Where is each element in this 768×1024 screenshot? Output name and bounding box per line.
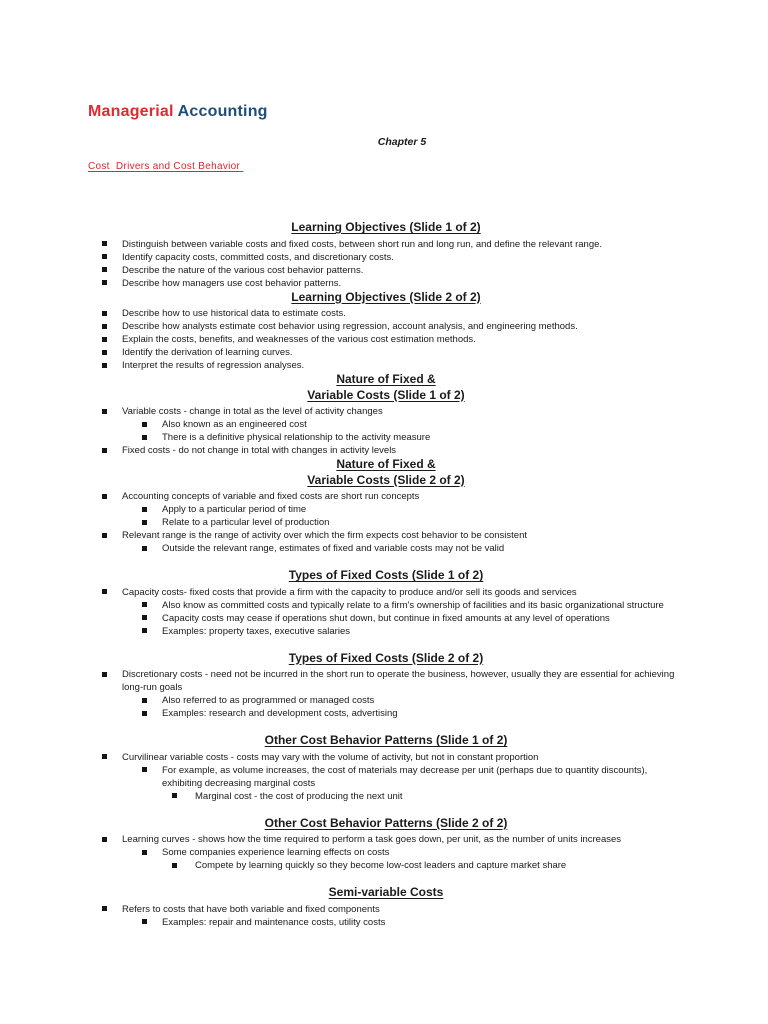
bullet-text: Capacity costs- fixed costs that provide a firm with the capacity to produce and/or sell its goods and services xyxy=(122,586,577,598)
bullet-item xyxy=(88,503,684,516)
bullet-square-icon xyxy=(102,533,107,538)
bullet-square-icon xyxy=(102,906,107,911)
bullet-item xyxy=(88,790,684,803)
bullet-text: There is a definitive physical relationship to the activity measure xyxy=(162,432,431,443)
bullet-item xyxy=(88,707,684,720)
bullet-square-icon xyxy=(142,615,147,620)
bullet-square-icon xyxy=(102,241,107,246)
bullet-square-icon xyxy=(172,863,177,868)
bullet-square-icon xyxy=(172,793,177,798)
bullet-text: Fixed costs - do not change in total with changes in activity levels xyxy=(122,445,397,456)
bullet-text: Examples: research and development costs, advertising xyxy=(162,708,398,719)
bullet-square-icon xyxy=(142,628,147,633)
bullet-text: Examples: repair and maintenance costs, utility costs xyxy=(162,916,386,928)
bullet-square-icon xyxy=(102,589,107,594)
bullet-item xyxy=(88,490,684,503)
bullet-square-icon xyxy=(142,698,147,703)
bullet-text: For example, as volume increases, the cost of materials may decrease per unit (perhaps due to quantity discounts), exhibiting decreasing marginal costs xyxy=(162,764,648,789)
bullet-item xyxy=(88,277,684,290)
bullet-text: Some companies experience learning effects on costs xyxy=(162,847,390,858)
section-heading xyxy=(88,220,684,236)
section-heading-line: Variable Costs (Slide 2 of 2) xyxy=(307,472,465,487)
bullet-item xyxy=(88,346,684,359)
bullet-item xyxy=(88,599,684,612)
slide-section xyxy=(88,816,684,873)
bullet-square-icon xyxy=(102,837,107,842)
bullet-square-icon xyxy=(102,254,107,259)
bullet-item xyxy=(88,586,684,599)
bullet-text: Refers to costs that have both variable and fixed components xyxy=(122,903,380,915)
bullet-text: Identify the derivation of learning curves. xyxy=(122,347,293,358)
bullet-item xyxy=(88,405,684,418)
bullet-item xyxy=(88,307,684,320)
bullet-square-icon xyxy=(102,754,107,759)
bullet-item xyxy=(88,833,684,846)
bullet-square-icon xyxy=(142,711,147,716)
bullet-item xyxy=(88,846,684,859)
section-heading-line: Semi-variable Costs xyxy=(328,885,444,899)
slide-section xyxy=(88,457,684,555)
bullet-item xyxy=(88,418,684,431)
section-heading xyxy=(88,290,684,306)
bullet-item xyxy=(88,333,684,346)
bullet-square-icon xyxy=(142,507,147,512)
bullet-text: Compete by learning quickly so they become low-cost leaders and capture market share xyxy=(195,860,567,871)
bullet-item xyxy=(88,320,684,333)
title-word-accounting: Accounting xyxy=(177,103,268,120)
bullet-square-icon xyxy=(142,602,147,607)
section-heading xyxy=(88,651,684,667)
bullet-text: Describe how managers use cost behavior patterns. xyxy=(122,277,342,289)
bullet-item xyxy=(88,251,684,264)
bullet-item xyxy=(88,625,684,638)
bullet-text: Identify capacity costs, committed costs, and discretionary costs. xyxy=(122,251,394,263)
bullet-square-icon xyxy=(102,494,107,499)
bullet-text: Also know as committed costs and typically relate to a firm's ownership of facilities and its basic organizational structure xyxy=(162,599,664,611)
bullet-item xyxy=(88,612,684,625)
bullet-text: Learning curves - shows how the time required to perform a task goes down, per unit, as the number of units increases xyxy=(122,834,622,845)
section-heading-line: Other Cost Behavior Patterns (Slide 2 of 2) xyxy=(264,815,508,830)
bullet-text: Relate to a particular level of production xyxy=(162,517,330,528)
section-heading xyxy=(88,816,684,832)
chapter-label: Chapter 5 xyxy=(377,136,427,148)
section-heading-line: Nature of Fixed & xyxy=(336,372,436,386)
bullet-item xyxy=(88,431,684,444)
bullet-text: Discretionary costs - need not be incurred in the short run to operate the business, however, usually they are essential for achieving long-run goals xyxy=(122,669,675,693)
slide-section xyxy=(88,885,684,929)
section-heading xyxy=(88,457,684,488)
section-heading xyxy=(88,372,684,403)
bullet-item xyxy=(88,859,684,872)
bullet-text: Describe the nature of the various cost behavior patterns. xyxy=(122,264,364,276)
bullet-text: Accounting concepts of variable and fixed costs are short run concepts xyxy=(122,491,420,502)
bullet-square-icon xyxy=(102,672,107,677)
bullet-text: Marginal cost - the cost of producing the next unit xyxy=(195,790,403,802)
section-heading-line: Types of Fixed Costs (Slide 1 of 2) xyxy=(288,568,484,582)
bullet-square-icon xyxy=(102,324,107,329)
bullet-item xyxy=(88,238,684,251)
slide-section xyxy=(88,290,684,373)
title-word-managerial: Managerial xyxy=(88,103,174,120)
bullet-text: Also known as an engineered cost xyxy=(162,419,307,430)
slide-section xyxy=(88,651,684,721)
slide-section xyxy=(88,220,684,290)
bullet-text: Apply to a particular period of time xyxy=(162,504,307,515)
bullet-text: Capacity costs may cease if operations shut down, but continue in fixed amounts at any level of operations xyxy=(162,612,610,624)
bullet-text: Examples: property taxes, executive salaries xyxy=(162,625,350,637)
bullet-text: Explain the costs, benefits, and weaknesses of the various cost estimation methods. xyxy=(122,334,476,345)
bullet-item xyxy=(88,529,684,542)
bullet-square-icon xyxy=(142,422,147,427)
bullet-square-icon xyxy=(142,850,147,855)
slide-section xyxy=(88,568,684,638)
bullet-item xyxy=(88,668,684,694)
section-heading-line: Nature of Fixed & xyxy=(336,457,436,471)
section-heading-line: Learning Objectives (Slide 1 of 2) xyxy=(291,220,481,234)
bullet-text: Outside the relevant range, estimates of fixed and variable costs may not be valid xyxy=(162,543,505,554)
bullet-square-icon xyxy=(102,409,107,414)
bullet-text: Curvilinear variable costs - costs may vary with the volume of activity, but not in constant proportion xyxy=(122,751,539,763)
slide-section xyxy=(88,733,684,803)
section-heading xyxy=(88,885,684,901)
bullet-item xyxy=(88,694,684,707)
bullet-text: Describe how to use historical data to estimate costs. xyxy=(122,308,346,319)
bullet-item xyxy=(88,359,684,372)
bullet-square-icon xyxy=(102,350,107,355)
bullet-item xyxy=(88,764,684,790)
cost-drivers-link[interactable]: Cost Drivers and Cost Behavior xyxy=(88,161,244,172)
bullet-item xyxy=(88,542,684,555)
bullet-square-icon xyxy=(102,280,107,285)
section-heading-line: Learning Objectives (Slide 2 of 2) xyxy=(291,289,481,304)
bullet-item xyxy=(88,903,684,916)
bullet-text: Interpret the results of regression analyses. xyxy=(122,360,305,371)
bullet-square-icon xyxy=(102,267,107,272)
bullet-text: Relevant range is the range of activity over which the firm expects cost behavior to be consistent xyxy=(122,530,528,541)
bullet-square-icon xyxy=(102,311,107,316)
section-heading-line: Variable Costs (Slide 1 of 2) xyxy=(307,387,465,402)
bullet-text: Distinguish between variable costs and fixed costs, between short run and long run, and define the relevant range. xyxy=(122,238,603,250)
bullet-square-icon xyxy=(142,546,147,551)
bullet-item xyxy=(88,264,684,277)
document-title xyxy=(88,101,268,123)
bullet-square-icon xyxy=(102,337,107,342)
bullet-square-icon xyxy=(102,363,107,368)
bullet-item xyxy=(88,444,684,457)
bullet-item xyxy=(88,916,684,929)
section-heading-line: Other Cost Behavior Patterns (Slide 1 of 2) xyxy=(264,733,508,747)
bullet-text: Also referred to as programmed or managed costs xyxy=(162,695,375,706)
bullet-square-icon xyxy=(142,767,147,772)
slide-section xyxy=(88,372,684,457)
bullet-text: Describe how analysts estimate cost behavior using regression, account analysis, and engineering methods. xyxy=(122,321,578,332)
bullet-item xyxy=(88,751,684,764)
bullet-square-icon xyxy=(102,448,107,453)
bullet-item xyxy=(88,516,684,529)
bullet-square-icon xyxy=(142,919,147,924)
bullet-square-icon xyxy=(142,520,147,525)
bullet-text: Variable costs - change in total as the level of activity changes xyxy=(122,406,383,417)
section-heading xyxy=(88,733,684,749)
bullet-square-icon xyxy=(142,435,147,440)
section-heading xyxy=(88,568,684,584)
section-heading-line: Types of Fixed Costs (Slide 2 of 2) xyxy=(288,650,484,665)
document-body xyxy=(88,220,684,929)
